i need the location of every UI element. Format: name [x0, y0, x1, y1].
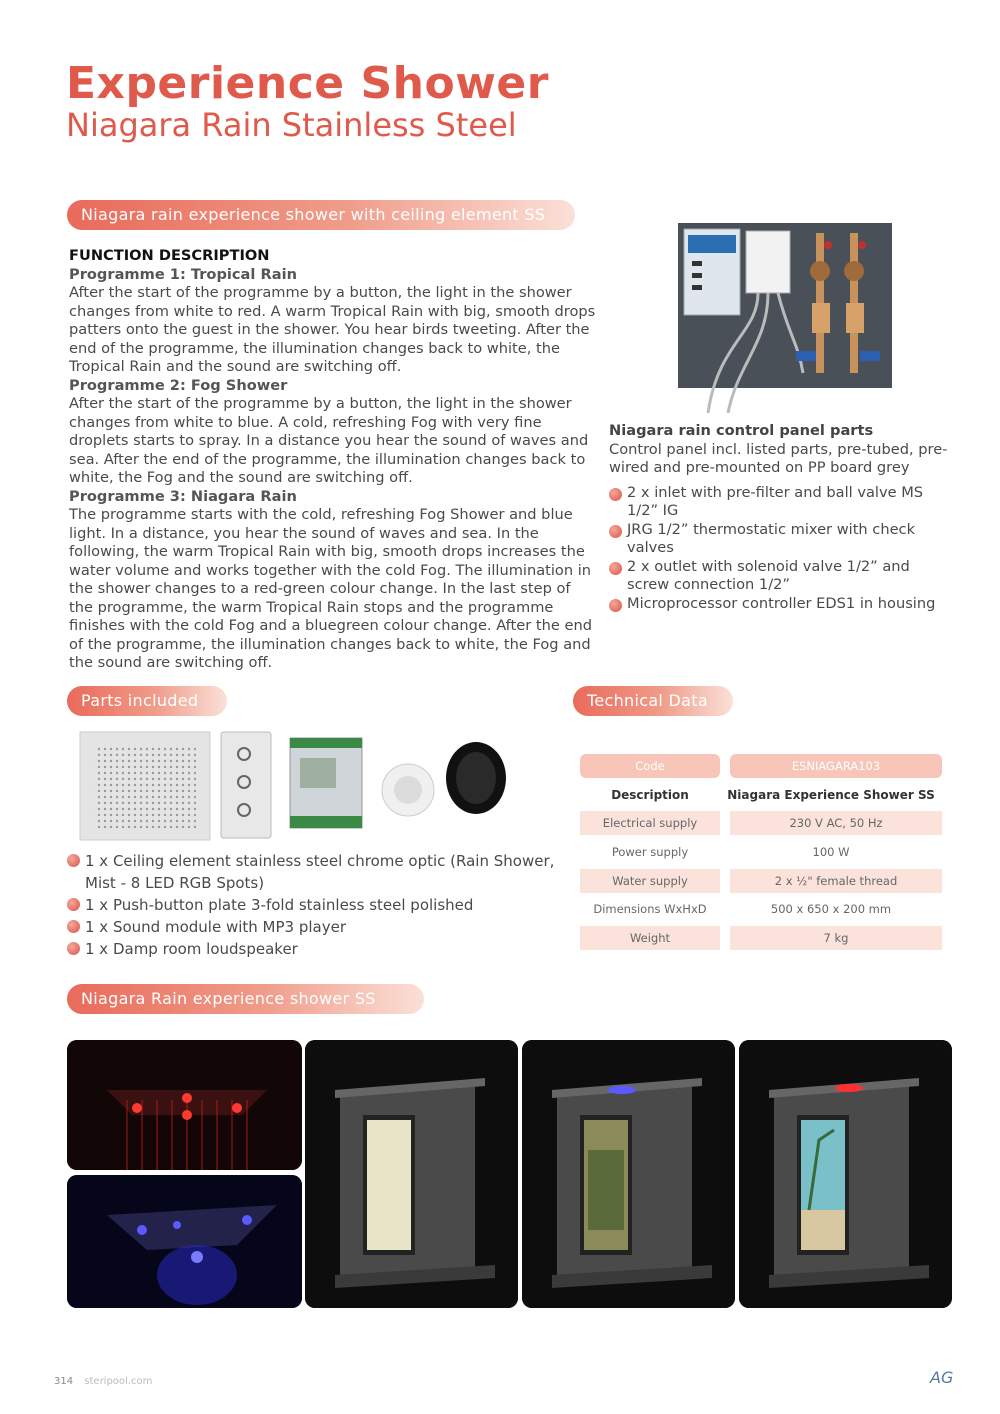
page-number: 314 — [54, 1376, 74, 1387]
shower-cabin-photo-2 — [522, 1040, 735, 1308]
bullet-icon — [609, 562, 622, 575]
programme-title: Programme 3: Niagara Rain — [69, 487, 297, 505]
control-panel-image — [678, 223, 892, 413]
bullet-icon — [67, 854, 80, 867]
loudspeaker-image — [382, 742, 506, 816]
list-item: JRG 1/2” thermostatic mixer with check valves — [609, 521, 949, 558]
list-item: 1 x Push-button plate 3-fold stainless steel polished — [67, 894, 567, 916]
programme-title: Programme 2: Fog Shower — [69, 376, 288, 394]
list-item: 2 x inlet with pre-filter and ball valve MS 1/2” IG — [609, 484, 949, 521]
programme-text: After the start of the programme by a button, the light in the shower changes from white to red. A warm Tropical Rain with big, smooth drops patters onto the guest in the shower. You hear birds tweeting. After the end of the programme, the illumination changes back to white, the Tropical Rain and the sound are switching off. — [69, 284, 596, 375]
list-item: 1 x Ceiling element stainless steel chrome optic (Rain Shower, Mist - 8 LED RGB Spots) — [67, 850, 567, 894]
function-description — [69, 247, 599, 673]
table-row: Electrical supply 230 V AC, 50 Hz — [580, 809, 942, 838]
blue-fog-photo — [67, 1175, 302, 1308]
technical-data-table — [580, 752, 942, 952]
ceiling-element-image — [80, 732, 210, 840]
control-panel-parts — [609, 422, 949, 613]
bullet-icon — [67, 942, 80, 955]
bullet-icon — [67, 898, 80, 911]
brand-logo: AG — [930, 1368, 954, 1387]
bullet-icon — [609, 488, 622, 501]
table-row: Description Niagara Experience Shower SS — [611, 787, 935, 802]
red-rain-photo — [67, 1040, 302, 1170]
programme-title: Programme 1: Tropical Rain — [69, 265, 297, 283]
control-panel-list — [609, 484, 949, 614]
footer-website: steripool.com — [84, 1376, 153, 1387]
push-button-plate-image — [221, 732, 271, 838]
page-subtitle: Niagara Rain Stainless Steel — [66, 106, 517, 144]
table-row: Power supply 100 W — [611, 845, 850, 860]
bullet-icon — [609, 599, 622, 612]
shower-cabin-photo-1 — [305, 1040, 518, 1308]
programme-text: After the start of the programme by a button, the light in the shower changes from white to blue. A cold, refreshing Fog with very fine droplets starts to spray. In a distance you hear the sound of waves and sea. After the end of the programme, the illumination changes back to white, the Fog and the sound are switching off. — [69, 395, 589, 486]
list-item: 1 x Sound module with MP3 player — [67, 916, 567, 938]
parts-images — [78, 728, 518, 844]
shower-cabin-photo-3 — [739, 1040, 952, 1308]
section-label-gallery: Niagara Rain experience shower SS — [67, 984, 424, 1014]
control-panel-intro: Control panel incl. listed parts, pre-tubed, pre-wired and pre-mounted on PP board grey — [609, 440, 948, 476]
list-item: 2 x outlet with solenoid valve 1/2” and screw connection 1/2” — [609, 558, 949, 595]
bullet-icon — [67, 920, 80, 933]
sound-module-image — [290, 738, 362, 828]
footer — [54, 1376, 160, 1387]
table-row: Water supply 2 x ½" female thread — [580, 866, 942, 895]
list-item: 1 x Damp room loudspeaker — [67, 938, 567, 960]
section-label-parts: Parts included — [67, 686, 227, 716]
parts-list — [67, 850, 567, 960]
code-value: ESNIAGARA103 — [730, 754, 942, 778]
table-row: Dimensions WxHxD 500 x 650 x 200 mm — [593, 902, 892, 917]
section-label-technical: Technical Data — [573, 686, 733, 716]
code-label: Code — [580, 754, 720, 778]
section-label-shower: Niagara rain experience shower with ceiling element SS — [67, 200, 575, 230]
table-row — [580, 752, 942, 781]
programme-text: The programme starts with the cold, refreshing Fog Shower and blue light. In a distance, you hear the sound of waves and sea. In the following, the warm Tropical Rain with big, smooth drops increases the water volume and works together with the cold Fog. The illumination in the shower changes to a red-green colour change. In the last step of the programme, the warm Tropical Rain stops and the programme finishes with the cold Fog and a bluegreen colour change. After the end of the programme, the illumination changes back to white, the Fog and the sound are switching off. — [69, 506, 592, 671]
function-heading: FUNCTION DESCRIPTION — [69, 247, 270, 264]
list-item: Microprocessor controller EDS1 in housing — [609, 595, 949, 614]
control-panel-heading: Niagara rain control panel parts — [609, 422, 874, 439]
page-title: Experience Shower — [66, 58, 549, 109]
bullet-icon — [609, 525, 622, 538]
table-row: Weight 7 kg — [580, 924, 942, 953]
